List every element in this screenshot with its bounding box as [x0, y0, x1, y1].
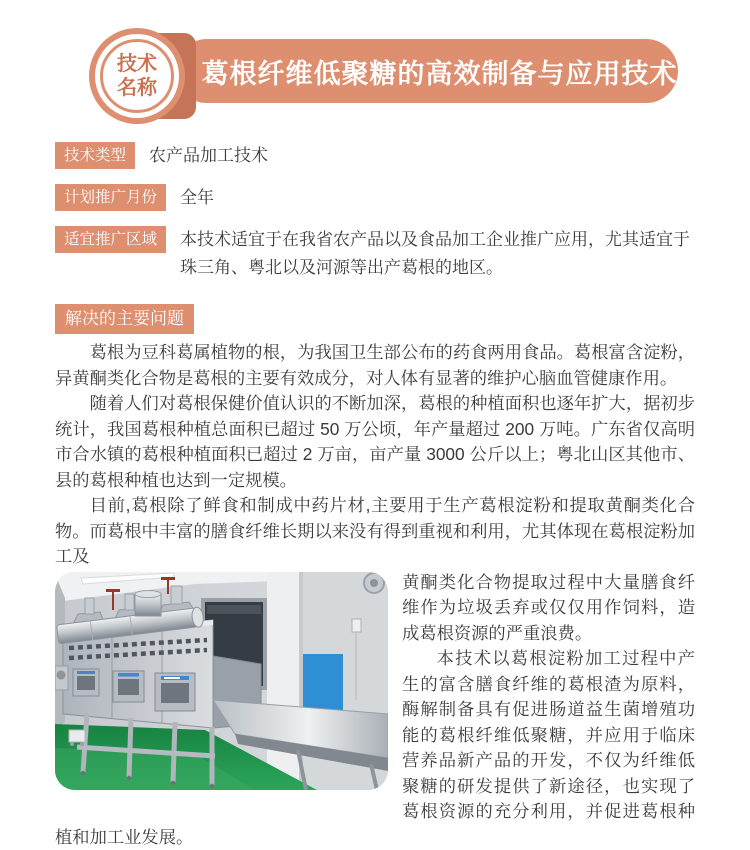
- info-row-promo-month: [55, 184, 695, 212]
- section-heading: 解决的主要问题: [55, 304, 194, 334]
- info-label: 计划推广月份: [55, 184, 166, 211]
- body-text: [55, 340, 695, 850]
- factory-equipment-photo: [55, 572, 388, 790]
- title-banner: [175, 39, 678, 103]
- info-label: 适宜推广区域: [55, 226, 166, 253]
- info-row-tech-type: [55, 142, 695, 170]
- tech-name-badge: [89, 28, 185, 124]
- info-row-promo-region: [55, 226, 695, 282]
- info-value: 农产品加工技术: [149, 142, 268, 170]
- info-label: 技术类型: [55, 142, 135, 169]
- badge-label-line1: 技术: [117, 52, 157, 76]
- paragraph-1: 葛根为豆科葛属植物的根，为我国卫生部公布的药食两用食品。葛根富含淀粉，异黄酮类化合物是葛根的主要有效成分，对人体有显著的维护心脑血管健康作用。: [55, 340, 695, 391]
- paragraph-4: 本技术以葛根淀粉加工过程中产生的富含膳食纤维的葛根渣为原料，酶解制备具有促进肠道益生菌增殖功能的葛根纤维低聚糖，并应用于临床营养品新产品的开发，不仅为纤维低聚糖的研发提供了新途径，也实现了葛根资源的充分利用，并促进葛根种植和加工业发展。: [55, 646, 695, 850]
- header: [0, 0, 750, 132]
- paragraph-2: 随着人们对葛根保健价值认识的不断加深，葛根的种植面积也逐年扩大，据初步统计，我国葛根种植总面积已超过 50 万公顷，年产量超过 200 万吨。广东省仅高明市合水镇的葛根种植面积已超过 2 万亩，亩产量 3000 公斤以上；粤北山区其他市、县的葛根种植也达到一定规模。: [55, 391, 695, 493]
- tech-name-badge-inner: [100, 39, 174, 113]
- paragraph-3-part2: 黄酮类化合物提取过程中大量膳食纤维作为垃圾丢弃或仅仅用作饲料，造成葛根资源的严重浪费。: [402, 572, 695, 643]
- photo-text-wrap: [55, 570, 695, 850]
- badge-label-line2: 名称: [117, 76, 157, 100]
- factory-photo-illustration: [55, 572, 388, 790]
- page-title: 葛根纤维低聚糖的高效制备与应用技术: [202, 52, 678, 91]
- info-value: 本技术适宜于在我省农产品以及食品加工企业推广应用，尤其适宜于珠三角、粤北以及河源等出产葛根的地区。: [180, 226, 695, 282]
- info-value: 全年: [180, 184, 214, 212]
- paragraph-3-part1: 目前,葛根除了鲜食和制成中药片材,主要用于生产葛根淀粉和提取黄酮类化合物。而葛根中丰富的膳食纤维长期以来没有得到重视和利用，尤其体现在葛根淀粉加工及: [55, 493, 695, 570]
- info-rows: [55, 142, 695, 282]
